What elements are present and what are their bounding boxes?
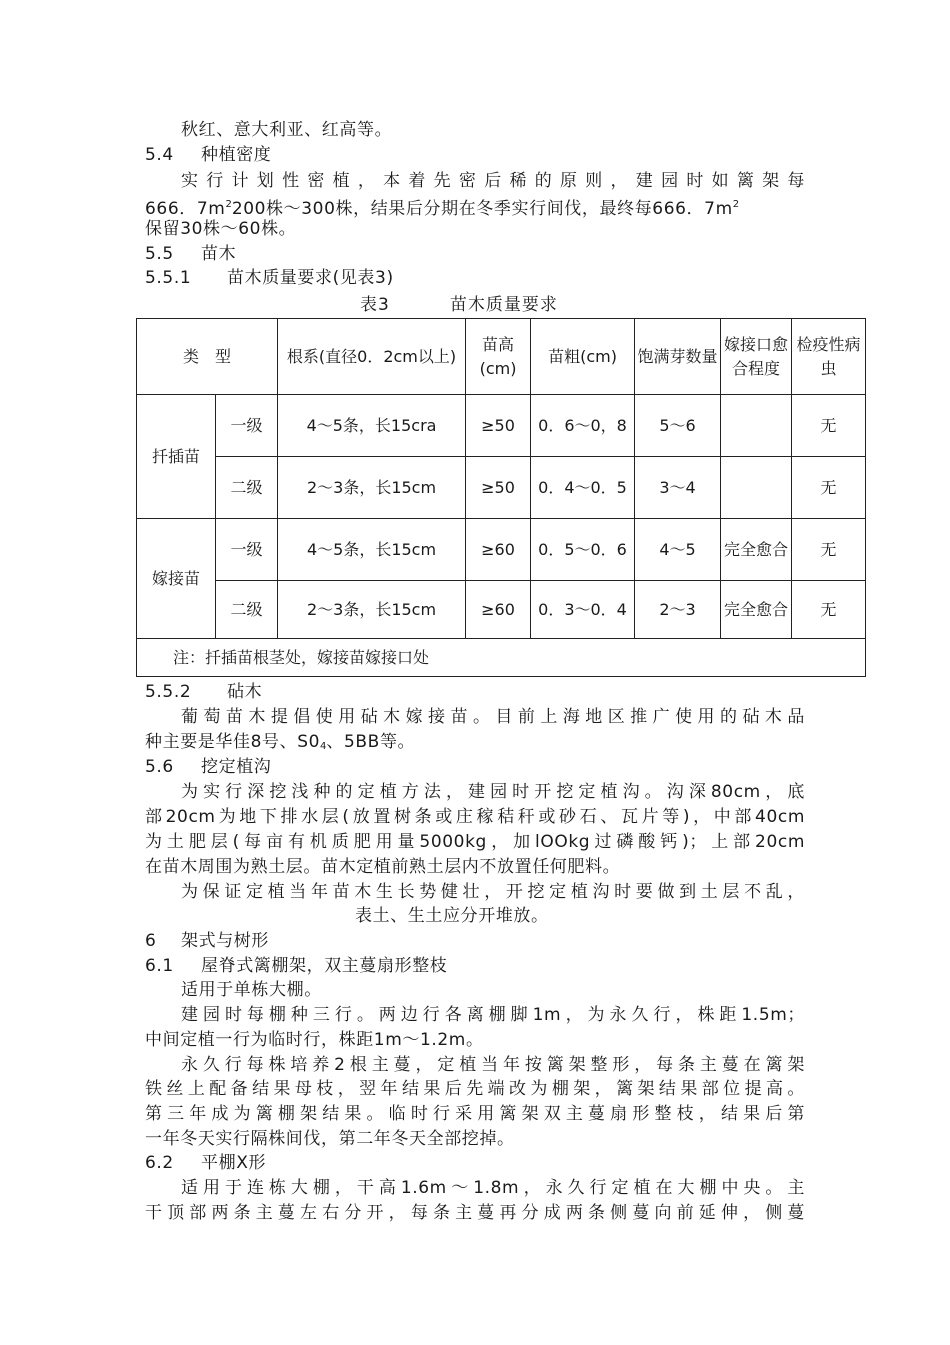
section-number: 5.5.1 <box>145 268 192 288</box>
subscript: 4 <box>320 741 327 752</box>
cell-root: 4～5条，长15cm <box>278 519 466 581</box>
section-title: 砧木 <box>227 682 263 702</box>
table-number: 表3 <box>360 295 390 315</box>
paragraph-line: 为实行深挖浅种的定植方法，建园时开挖定植沟。沟深80cm，底 <box>181 782 805 802</box>
cell-thickness: 0．3～0．4 <box>531 581 635 639</box>
section-title: 平棚X形 <box>201 1153 267 1173</box>
table-row <box>137 395 866 457</box>
superscript: 2 <box>732 199 740 210</box>
cell-root: 2～3条，长15cm <box>278 457 466 519</box>
section-number: 5.5 <box>145 244 174 264</box>
section-title: 屋脊式篱棚架，双主蔓扇形整枝 <box>201 956 448 976</box>
text-run: 种主要是华佳8号、S0 <box>145 732 321 752</box>
cell-grade: 二级 <box>216 457 278 519</box>
section-heading-5-4 <box>145 143 805 167</box>
cell-graft <box>721 457 792 519</box>
cell-pest: 无 <box>792 457 866 519</box>
paragraph-line: 保留30株～60株。 <box>145 219 297 239</box>
cell-height: ≥60 <box>466 519 531 581</box>
section-number: 5.5.2 <box>145 682 192 702</box>
section-title: 苗木质量要求(见表3) <box>227 268 394 288</box>
section-number: 5.6 <box>145 757 174 777</box>
cell-pest: 无 <box>792 581 866 639</box>
table-caption <box>360 290 558 315</box>
cell-graft: 完全愈合 <box>721 519 792 581</box>
text-run: 200株～300株，结果后分期在冬季实行间伐，最终每666．7m <box>231 199 733 219</box>
table-title: 苗木质量要求 <box>449 295 558 315</box>
cell-root: 2～3条，长15cm <box>278 581 466 639</box>
section-heading-5-6 <box>145 755 805 779</box>
header-graft: 嫁接口愈合程度 <box>721 319 792 395</box>
paragraph-line: 为土肥层(每亩有机质肥用量5000kg，加lOOkg过磷酸钙)；上部20cm <box>145 832 805 852</box>
header-height: 苗高(cm) <box>466 319 531 395</box>
paragraph-line: 干顶部两条主蔓左右分开，每条主蔓再分成两条侧蔓向前延伸，侧蔓 <box>145 1203 805 1223</box>
text-run: 666．7m <box>145 199 226 219</box>
section-heading-6-2 <box>145 1151 805 1175</box>
table-row <box>137 457 866 519</box>
cell-graft: 完全愈合 <box>721 581 792 639</box>
cell-thickness: 0．6～0，8 <box>531 395 635 457</box>
section-number: 6.2 <box>145 1153 174 1173</box>
paragraph-line: 适用于连栋大棚，干高1.6m～1.8m，永久行定植在大棚中央。主 <box>181 1178 805 1198</box>
section-number: 6.1 <box>145 956 174 976</box>
paragraph-line: 第三年成为篱棚架结果。临时行采用篱架双主蔓扇形整枝，结果后第 <box>145 1104 805 1124</box>
paragraph-line: 部20cm为地下排水层(放置树条或庄稼秸秆或砂石、瓦片等)，中部40cm <box>145 807 805 827</box>
section-number: 5.4 <box>145 145 174 165</box>
section-title: 种植密度 <box>201 145 272 165</box>
cell-buds: 5～6 <box>635 395 721 457</box>
superscript: 2 <box>225 199 232 210</box>
section-heading-5-5 <box>145 242 805 266</box>
group-name: 扦插苗 <box>137 395 216 519</box>
group-name: 嫁接苗 <box>137 519 216 639</box>
section-heading-6-1 <box>145 954 805 978</box>
paragraph-line: 适用于单栋大棚。 <box>181 980 322 1000</box>
header-thickness: 苗粗(cm) <box>531 319 635 395</box>
header-buds: 饱满芽数量 <box>635 319 721 395</box>
header-type: 类 型 <box>137 319 278 395</box>
cell-buds: 4～5 <box>635 519 721 581</box>
paragraph-line: 建园时每棚种三行。两边行各离棚脚1m，为永久行，株距1.5m； <box>181 1005 805 1025</box>
section-title: 挖定植沟 <box>201 757 272 777</box>
seedling-quality-table <box>136 318 866 677</box>
header-root: 根系(直径0．2cm以上) <box>278 319 466 395</box>
cell-pest: 无 <box>792 395 866 457</box>
section-title: 苗木 <box>201 244 237 264</box>
cell-graft <box>721 395 792 457</box>
paragraph-line: 铁丝上配备结果母枝，翌年结果后先端改为棚架，篱架结果部位提高。 <box>145 1079 805 1099</box>
paragraph-line: 表土、生土应分开堆放。 <box>355 906 549 926</box>
section-number: 6 <box>145 931 157 951</box>
table-header-row <box>137 319 866 395</box>
cell-grade: 一级 <box>216 395 278 457</box>
paragraph-line <box>145 730 805 754</box>
paragraph-line <box>145 193 805 217</box>
cell-buds: 3～4 <box>635 457 721 519</box>
table-note-row <box>137 639 866 677</box>
cell-thickness: 0．4～0．5 <box>531 457 635 519</box>
cell-height: ≥50 <box>466 395 531 457</box>
cell-grade: 一级 <box>216 519 278 581</box>
paragraph-line: 永久行每株培养2根主蔓，定植当年按篱架整形，每条主蔓在篱架 <box>181 1055 805 1075</box>
paragraph-line: 在苗木周围为熟土层。苗木定植前熟土层内不放置任何肥料。 <box>145 857 621 877</box>
cell-pest: 无 <box>792 519 866 581</box>
cell-thickness: 0．5～0．6 <box>531 519 635 581</box>
paragraph-line: 实行计划性密植，本着先密后稀的原则，建园时如篱架每 <box>181 171 805 191</box>
cell-buds: 2～3 <box>635 581 721 639</box>
table-note: 注：扦插苗根茎处，嫁接苗嫁接口处 <box>137 639 866 677</box>
cell-height: ≥50 <box>466 457 531 519</box>
header-pest: 检疫性病虫 <box>792 319 866 395</box>
cell-height: ≥60 <box>466 581 531 639</box>
paragraph-line: 为保证定植当年苗木生长势健壮，开挖定植沟时要做到土层不乱， <box>181 882 805 902</box>
section-heading-5-5-1 <box>145 266 805 290</box>
paragraph-line: 秋红、意大利亚、红高等。 <box>181 120 393 140</box>
paragraph-line: 一年冬天实行隔株间伐，第二年冬天全部挖掉。 <box>145 1129 515 1149</box>
paragraph-line: 中间定植一行为临时行，株距1m～1.2m。 <box>145 1030 484 1050</box>
section-title: 架式与树形 <box>181 931 269 951</box>
section-heading-5-5-2 <box>145 680 805 704</box>
table-row <box>137 581 866 639</box>
section-heading-6 <box>145 929 805 953</box>
text-run: 、5BB等。 <box>326 732 416 752</box>
cell-root: 4～5条，长15cra <box>278 395 466 457</box>
paragraph-line: 葡萄苗木提倡使用砧木嫁接苗。目前上海地区推广使用的砧木品 <box>181 707 805 727</box>
table-row <box>137 519 866 581</box>
cell-grade: 二级 <box>216 581 278 639</box>
